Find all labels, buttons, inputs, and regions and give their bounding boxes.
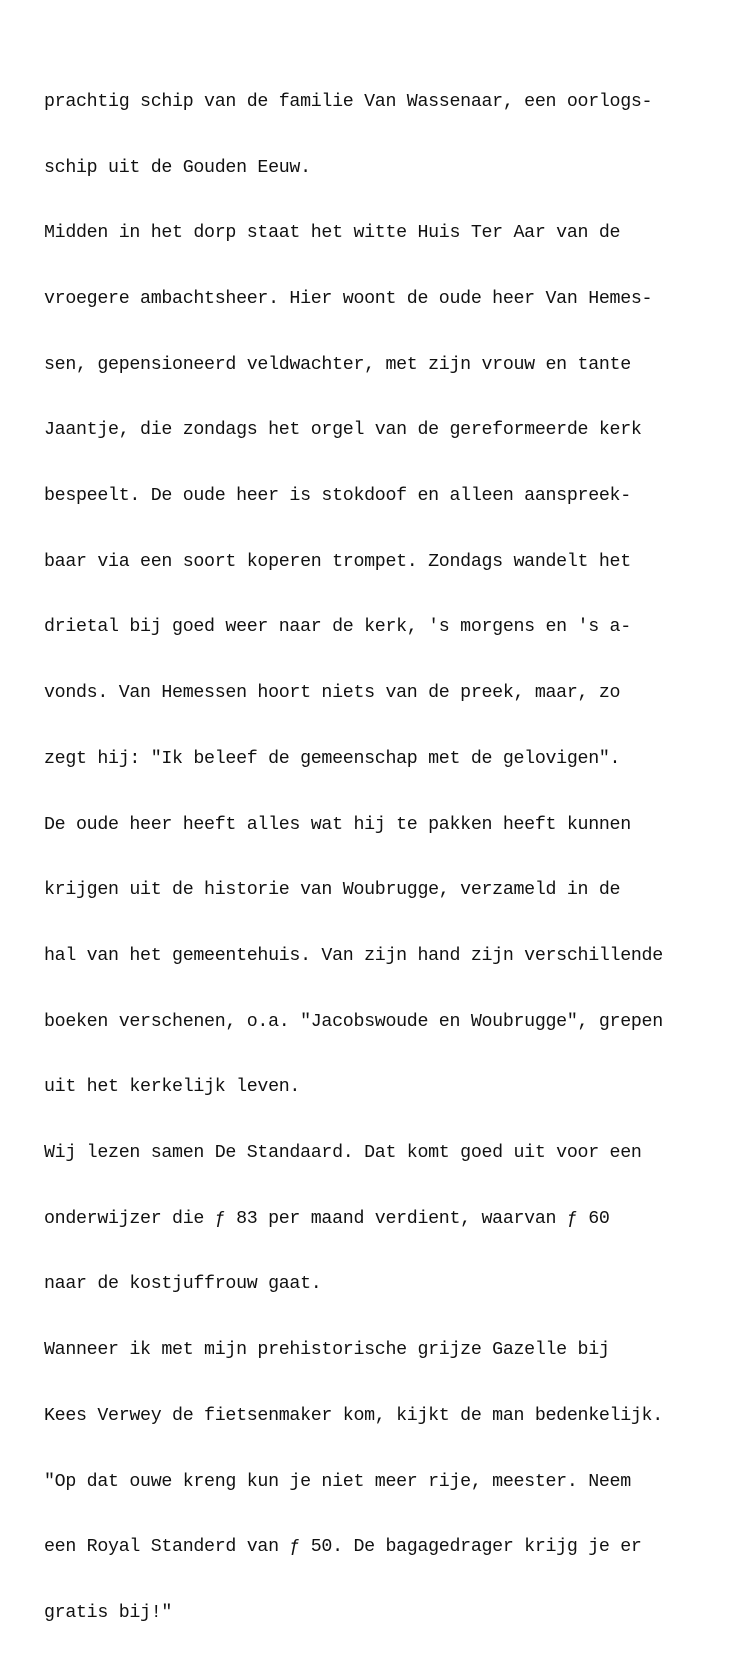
- text-line: een Royal Standerd van ƒ 50. De bagagedrager krijg je er: [44, 1537, 642, 1558]
- text-line: onderwijzer die ƒ 83 per maand verdient, waarvan ƒ 60: [44, 1208, 610, 1229]
- text-line: zegt hij: "Ik beleef de gemeenschap met de gelovigen".: [44, 748, 621, 769]
- text-line: Wanneer ik met mijn prehistorische grijze Gazelle bij: [44, 1340, 610, 1361]
- text-line: Kees Verwey de fietsenmaker kom, kijkt de man bedenkelijk.: [44, 1405, 663, 1426]
- text-line: schip uit de Gouden Eeuw.: [44, 157, 311, 178]
- text-line: vonds. Van Hemessen hoort niets van de preek, maar, zo: [44, 683, 621, 704]
- text-line: Jaantje, die zondags het orgel van de gereformeerde kerk: [44, 420, 642, 441]
- text-line: vroegere ambachtsheer. Hier woont de oude heer Van Hemes-: [44, 288, 653, 309]
- text-line: drietal bij goed weer naar de kerk, 's morgens en 's a-: [44, 617, 631, 638]
- text-line: Wij lezen samen De Standaard. Dat komt goed uit voor een: [44, 1143, 642, 1164]
- text-line: naar de kostjuffrouw gaat.: [44, 1274, 322, 1295]
- text-line: boeken verschenen, o.a. "Jacobswoude en Woubrugge", grepen: [44, 1011, 663, 1032]
- text-line: prachtig schip van de familie Van Wassenaar, een oorlogs-: [44, 91, 653, 112]
- text-line: hal van het gemeentehuis. Van zijn hand zijn verschillende: [44, 945, 663, 966]
- text-line: Midden in het dorp staat het witte Huis Ter Aar van de: [44, 223, 621, 244]
- body-text: [44, 48, 744, 1669]
- text-line: uit het kerkelijk leven.: [44, 1077, 301, 1098]
- text-line: gratis bij!": [44, 1602, 173, 1623]
- text-line: krijgen uit de historie van Woubrugge, verzameld in de: [44, 880, 621, 901]
- text-line: bespeelt. De oude heer is stokdoof en alleen aanspreek-: [44, 486, 631, 507]
- text-line: baar via een soort koperen trompet. Zondags wandelt het: [44, 551, 631, 572]
- text-line: "Op dat ouwe kreng kun je niet meer rije, meester. Neem: [44, 1471, 631, 1492]
- text-line: De oude heer heeft alles wat hij te pakken heeft kunnen: [44, 814, 631, 835]
- text-line: sen, gepensioneerd veldwachter, met zijn vrouw en tante: [44, 354, 631, 375]
